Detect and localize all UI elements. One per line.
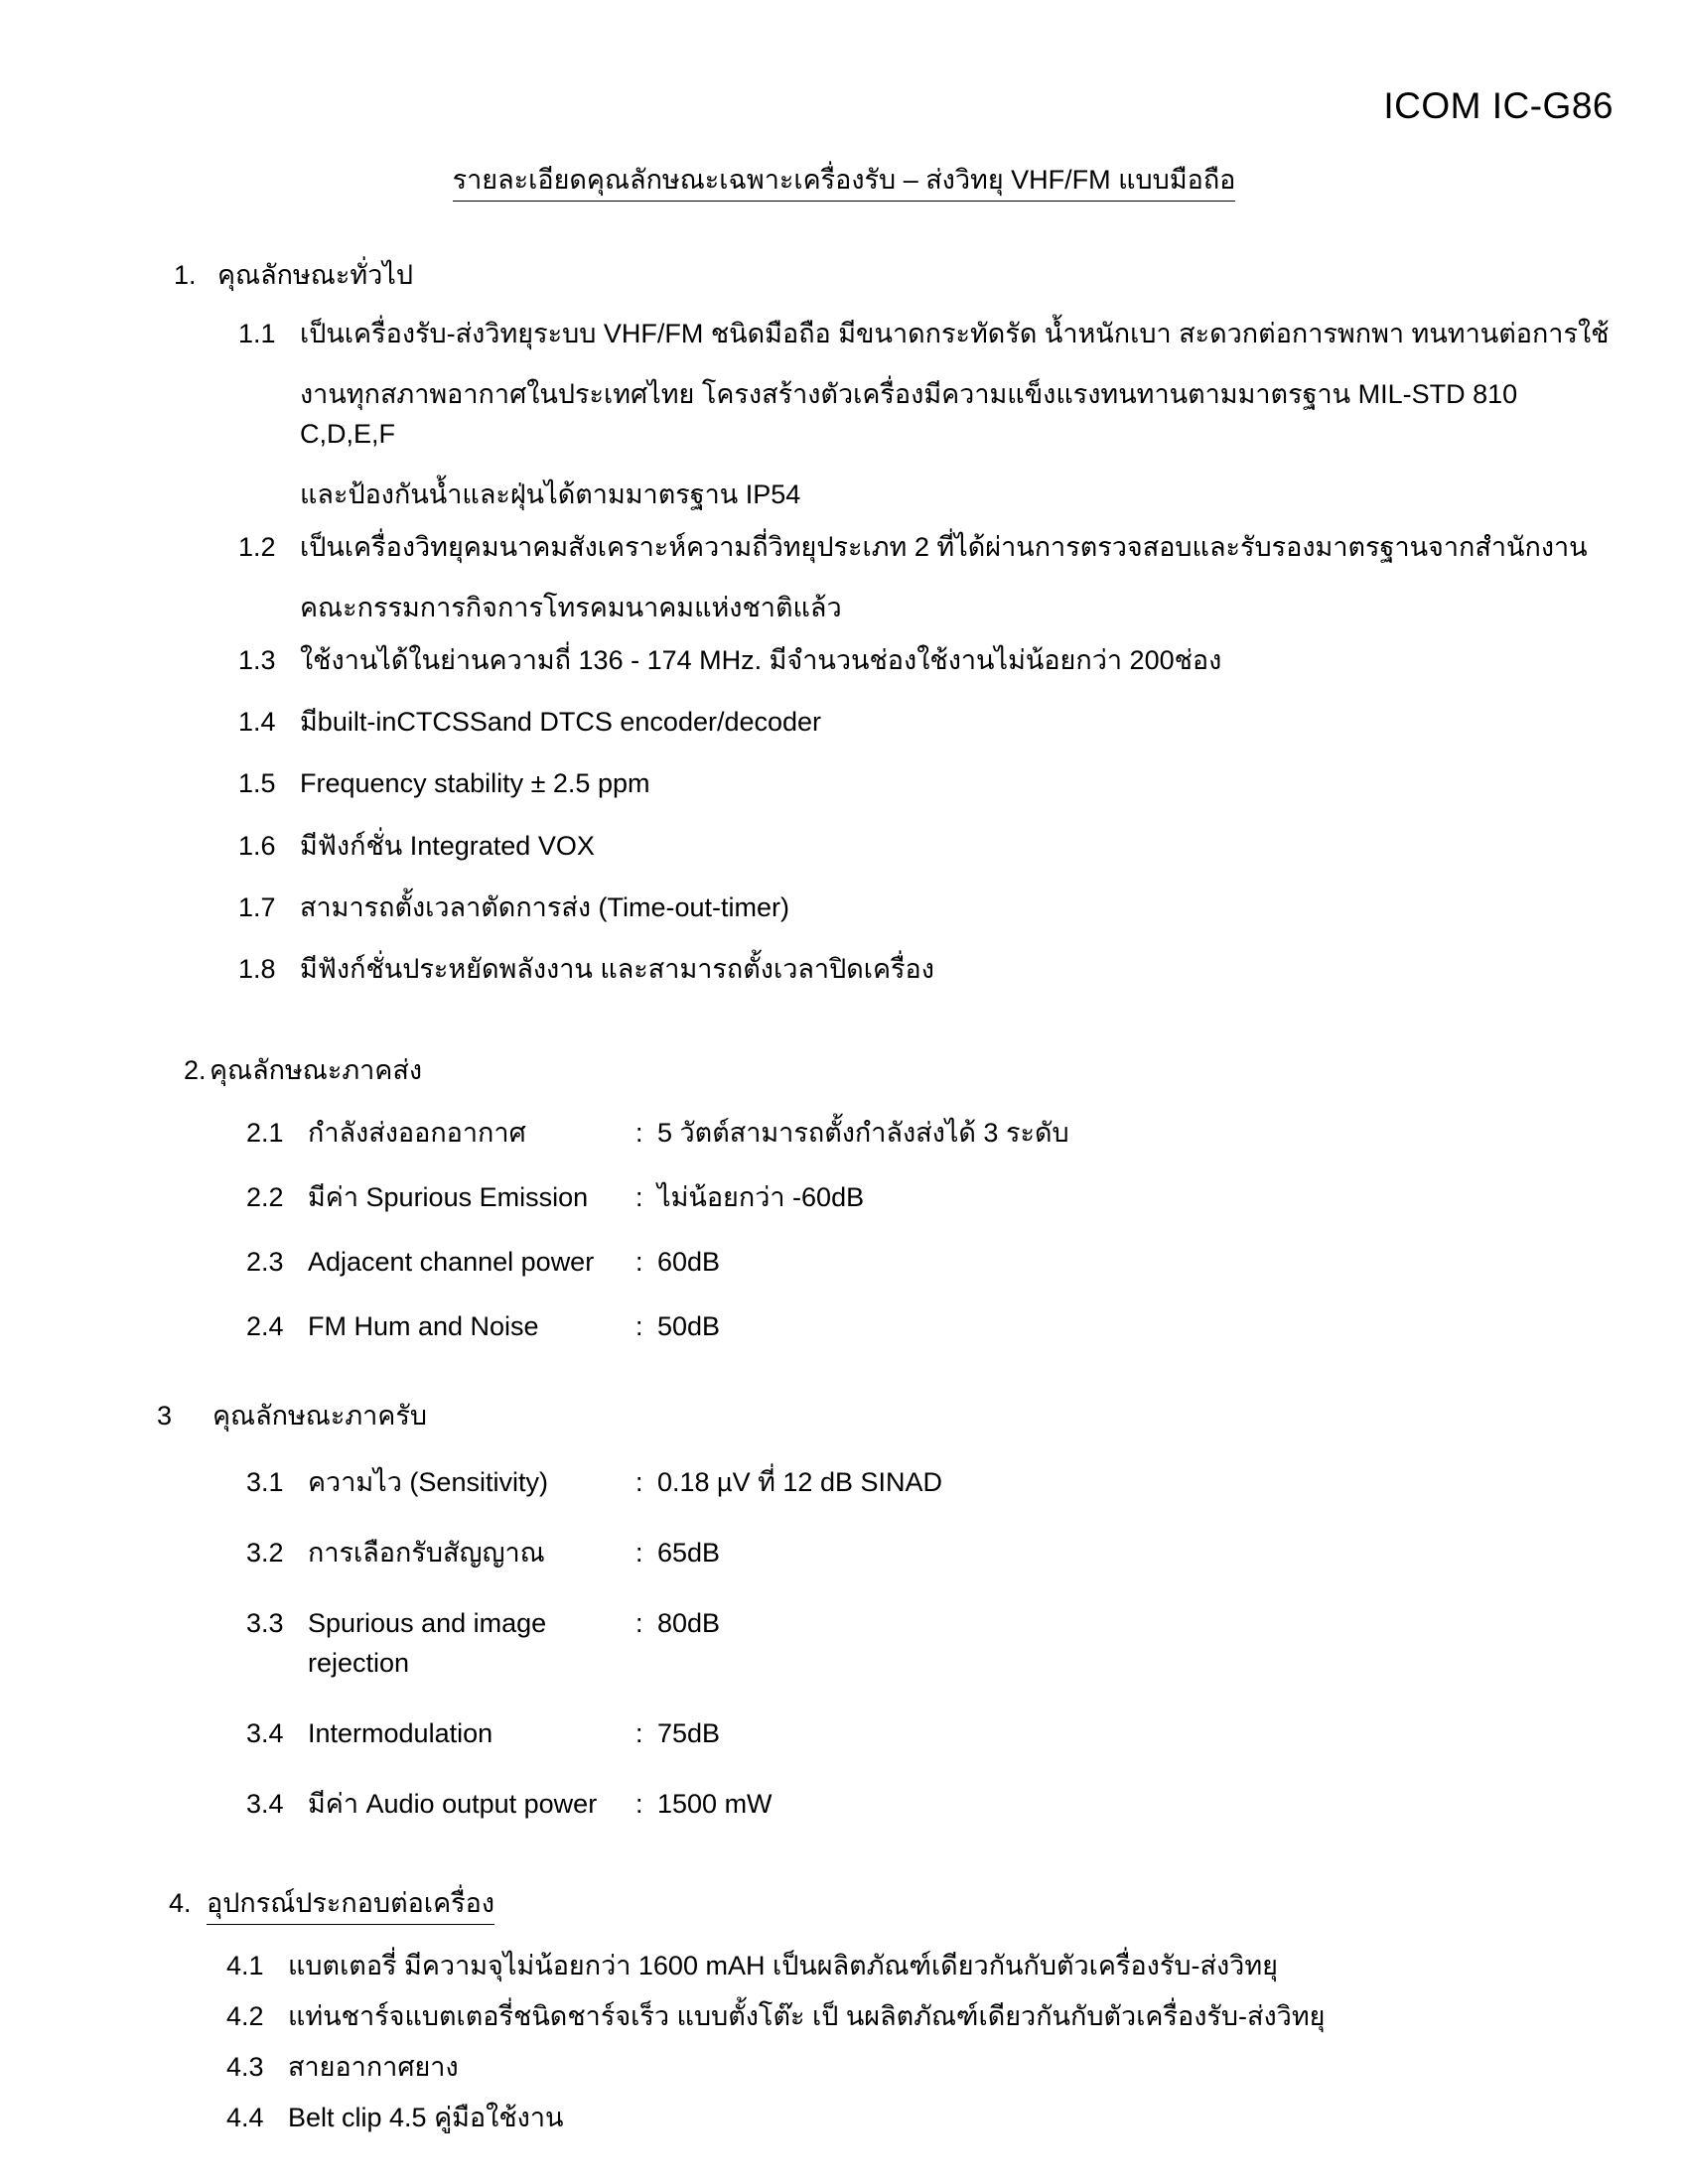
item-number: 4.3 [226,2052,264,2082]
section-number-1: 1. [174,260,197,291]
spec-colon: : [635,1117,643,1148]
list-item [226,2099,1618,2137]
item-body [300,528,1618,627]
spec-number: 3.4 [246,1788,284,1819]
section-number-2: 2. [184,1054,207,1085]
section-1-items [238,315,1618,989]
item-number: 1.3 [238,645,276,676]
item-body: Belt clip 4.5 คู่มือใช้งาน [288,2103,564,2133]
spec-label: Adjacent channel power [308,1247,595,1277]
section-number-3: 3 [157,1401,173,1432]
list-item [238,528,1618,627]
item-body: แบตเตอรี่ มีความจุไม่น้อยกว่า 1600 mAH เป็นผลิตภัณฑ์เดียวกันกับตัวเครื่องรับ-ส่งวิทยุ [288,1950,1278,1980]
spec-colon: : [635,1538,643,1569]
spec-value: 65dB [657,1538,721,1569]
section-label-4: อุปกรณ์ประกอบต่อเครื่อง [207,1885,494,1925]
item-number: 4.2 [226,2000,264,2031]
item-number: 4.1 [226,1950,264,1980]
spec-value: 5 วัตต์สามารถตั้งกำลังส่งได้ 3 ระดับ [657,1117,1069,1148]
spec-row [246,1534,1618,1572]
spec-row [246,1604,1618,1682]
list-item [238,703,1618,742]
section-label-1: คุณลักษณะทั่วไป [217,260,414,291]
spec-number: 3.3 [246,1608,284,1639]
spec-colon: : [635,1247,643,1277]
spec-label: FM Hum and Noise [308,1311,539,1342]
list-item [238,315,1618,514]
item-body: สามารถตั้งเวลาตัดการส่ง (Time-out-timer) [300,891,790,922]
list-item [238,950,1618,989]
spec-number: 3.4 [246,1717,284,1748]
spec-label: การเลือกรับสัญญาณ [308,1538,545,1569]
spec-label: มีค่า Spurious Emission [308,1181,589,1212]
spec-row [246,1243,1618,1282]
spec-value: 75dB [657,1717,721,1748]
item-number: 1.8 [238,953,276,984]
spec-label: Spurious and image rejection [308,1608,547,1678]
item-body: Frequency stability ± 2.5 ppm [300,768,650,799]
item-body: มีฟังก์ชั่น Integrated VOX [300,830,595,861]
item-line: เป็นเครื่องวิทยุคมนาคมสังเคราะห์ความถี่วิทยุประเภท 2 ที่ได้ผ่านการตรวจสอบและรับรองมาตรฐานจากสำนักงาน [300,531,1588,562]
section-heading-3 [157,1398,1618,1435]
item-line: เป็นเครื่องรับ-ส่งวิทยุระบบ VHF/FM ชนิดมือถือ มีขนาดกระทัดรัด น้ำหนักเบา สะดวกต่อการพกพา ทนทานต่อการใช้ [300,319,1610,349]
spec-label: ความไว (Sensitivity) [308,1467,548,1498]
document-header [0,0,1688,124]
spec-number: 2.4 [246,1311,284,1342]
list-item [226,1947,1618,1985]
section-2-items [246,1114,1618,1347]
spec-number: 2.1 [246,1117,284,1148]
item-number: 1.7 [238,891,276,922]
item-number: 1.5 [238,768,276,799]
spec-colon: : [635,1788,643,1819]
spec-colon: : [635,1717,643,1748]
spec-number: 2.3 [246,1247,284,1277]
section-heading-4 [169,1885,1618,1925]
spec-row [246,1714,1618,1753]
section-heading-2 [184,1052,1618,1090]
section-label-2: คุณลักษณะภาคส่ง [210,1054,423,1085]
spec-value: 80dB [657,1608,721,1639]
section-4-items [226,1947,1618,2138]
spec-row [246,1178,1618,1217]
list-item [238,888,1618,927]
list-item [238,641,1618,680]
section-heading-1 [174,257,1618,295]
spec-value: 50dB [657,1311,721,1342]
document-body [0,257,1688,2137]
section-3-items [246,1463,1618,1824]
spec-label: Intermodulation [308,1717,493,1748]
spec-number: 3.1 [246,1467,284,1498]
item-number: 1.4 [238,707,276,738]
item-body: มีฟังก์ชั่นประหยัดพลังงาน และสามารถตั้งเวลาปิดเครื่อง [300,953,934,984]
list-item [238,764,1618,803]
item-number: 4.4 [226,2103,264,2133]
spec-number: 2.2 [246,1181,284,1212]
spec-row [246,1785,1618,1824]
spec-row [246,1114,1618,1153]
item-body: แท่นชาร์จแบตเตอรี่ชนิดชาร์จเร็ว แบบตั้งโต๊ะ เป็ นผลิตภัณฑ์เดียวกันกับตัวเครื่องรับ-ส่งวิทยุ [288,2000,1326,2031]
spec-colon: : [635,1608,643,1639]
product-model: ICOM IC-G86 [1383,85,1614,126]
section-number-4: 4. [169,1887,192,1918]
item-number: 1.2 [238,531,276,562]
page-title: รายละเอียดคุณลักษณะเฉพาะเครื่องรับ – ส่งวิทยุ VHF/FM แบบมือถือ [453,162,1236,202]
spec-value: ไม่น้อยกว่า -60dB [657,1181,865,1212]
item-body: ใช้งานได้ในย่านความถี่ 136 - 174 MHz. มีจำนวนช่องใช้งานไม่น้อยกว่า 200ช่อง [300,645,1222,676]
spec-row [246,1463,1618,1502]
spec-label: มีค่า Audio output power [308,1788,598,1819]
spec-row [246,1307,1618,1346]
item-body: มีbuilt-inCTCSSand DTCS encoder/decoder [300,707,822,738]
spec-number: 3.2 [246,1538,284,1569]
spec-colon: : [635,1311,643,1342]
section-label-3: คุณลักษณะภาครับ [212,1401,428,1432]
spec-colon: : [635,1467,643,1498]
spec-value: 1500 mW [657,1788,773,1819]
list-item [226,1997,1618,2036]
spec-colon: : [635,1181,643,1212]
list-item [238,827,1618,866]
spec-label: กำลังส่งออกอากาศ [308,1117,526,1148]
spec-value: 0.18 µV ที่ 12 dB SINAD [657,1467,942,1498]
item-body [300,315,1618,514]
item-line: งานทุกสภาพอากาศในประเทศไทย โครงสร้างตัวเครื่องมีความแข็งแรงทนทานตามมาตรฐาน MIL-STD 810 C,D,E,F [300,379,1518,449]
item-line: และป้องกันน้ำและฝุ่นได้ตามมาตรฐาน IP54 [300,478,801,509]
item-body: สายอากาศยาง [288,2052,459,2082]
document-title-container [0,162,1688,202]
item-number: 1.6 [238,830,276,861]
item-line: คณะกรรมการกิจการโทรคมนาคมแห่งชาติแล้ว [300,592,842,622]
spec-value: 60dB [657,1247,721,1277]
list-item [226,2048,1618,2087]
item-number: 1.1 [238,319,276,349]
